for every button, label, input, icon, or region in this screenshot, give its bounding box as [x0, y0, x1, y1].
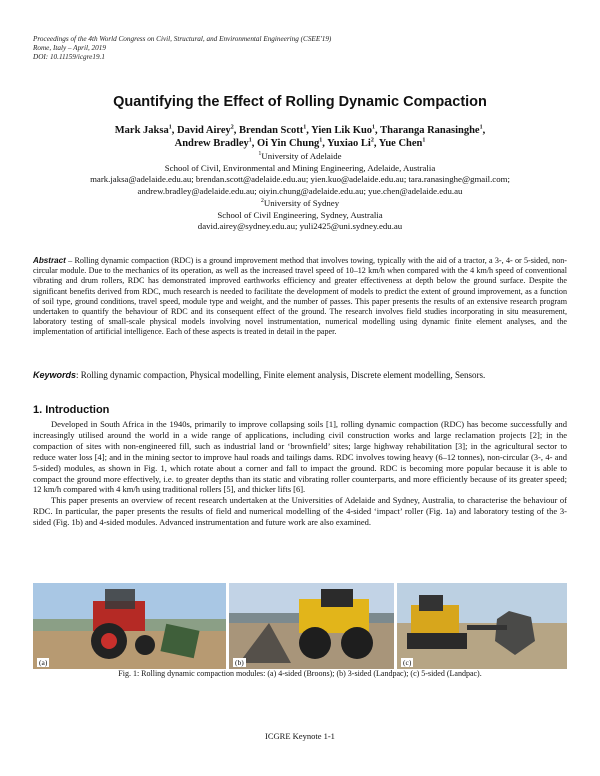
compactor-photo-3-sided — [229, 583, 394, 669]
author-list — [40, 124, 560, 150]
figure-panel-a — [33, 583, 226, 669]
authors-line-1: Mark Jaksa$^1$, David Airey$^2$, Brendan Scott$^1$, Yien Lik Kuo$^1$, Tharanga Ranasinghe$^1$, — [114, 124, 486, 136]
affiliation-emails: mark.jaksa@adelaide.edu.au; brendan.scott@adelaide.edu.au; yien.kuo@adelaide.edu.au; tara.ranasinghe@gmail.com; — [90, 174, 510, 184]
figure-panel-b — [229, 583, 394, 669]
figure-label-c: (c) — [403, 658, 412, 667]
tractor-photo — [33, 583, 226, 669]
keywords-text: : Rolling dynamic compaction, Physical modelling, Finite element analysis, Discrete element modelling, Sensors. — [76, 370, 486, 380]
figure-caption: Fig. 1: Rolling dynamic compaction modules: (a) 4-sided (Broons); (b) 3-sided (Landpac); (c) 5-sided (Landpac). — [118, 669, 482, 678]
affiliation-adelaide: $^1$University of Adelaide School of Civil, Environmental and Mining Engineering, Adelaide, Australia mark.jaksa@adelaide.edu.au; brendan.scott@adelaide.edu.au; yien.kuo@adelaide.edu.au; tara.ranasinghe@gmail.com; andrew.bradley@adelaide.edu.au; oiyin.chung@adelaide.edu.au; yue.chen@adelaide.edu.au — [30, 151, 570, 197]
abstract-label: Abstract — [33, 256, 66, 265]
affiliation-sydney: $^2$University of Sydney School of Civil Engineering, Sydney, Australia david.airey@sydney.edu.au; yuli2425@uni.sydney.edu.au — [30, 198, 570, 233]
figure-label-b: (b) — [235, 658, 244, 667]
abstract-text: – Rolling dynamic compaction (RDC) is a ground improvement method that involves towing, typically with the aid of a tractor, a 3-, 4- or 5-sided, non-circular module. Due to the mechanics of its operation, as well as the increased travel speed of 10–12 km/h when compared with the 4 km/h speed of conventional vibrating and drum rollers, RDC has demonstrated improved earthworks efficiency and greater effectiveness at depth below the ground surface. Despite the significant benefits derived from RDC, much research is needed to facilitate the development of models to predict the extent of ground improvement, as a function of soil type, ground conditions, travel speed, module type and weight, and the number of passes. This paper presents the results of an extensive research program undertaken to quantify the behaviour of RDC and its consequent effect of the ground. The research involves field studies incorporating in situ measurement, laboratory testing of small-scale physical models involving novel instrumentation, numerical modelling using dynamic finite element analyses, and the implementation of artificial intelligence. Each of these aspects is treated in detail in the paper. — [33, 256, 567, 337]
affiliation-dept: School of Civil, Environmental and Mining Engineering, Adelaide, Australia — [164, 162, 436, 173]
intro-paragraph-2: This paper presents an overview of recent research undertaken at the Universities of Adelaide and Sydney, Australia, to characterise the behaviour of RDC. In particular, the paper presents the results of field and numerical modelling of the 4-sided ‘impact’ roller (Fig. 1a) and laboratory testing of the 3-sided (Fig. 1b) and 4-sided modules. Advanced instrumentation and future work are also examined. — [33, 495, 567, 528]
page-footer: ICGRE Keynote 1-1 — [265, 731, 335, 741]
intro-paragraph-1: Developed in South Africa in the 1940s, primarily to improve collapsing soils [1], rolling dynamic compaction (RDC) has become successfully and increasingly utilised around the world in a wide range of applications, including civil construction works and large reclamation projects [2]; in the compaction of sites with non-engineered fill, such as industrial land or ‘brownfield’ sites; large highway rehabilitation [3]; in the agricultural sector to reduce water loss [4]; and in the mining sector to improve haul roads and tailings dams. RDC involves towing heavy (6–12 tonnes), non-circular (3-, 4- and 5-sided) modules, as shown in Fig. 1, which rotate about a corner and fall to impact the ground. RDC is becoming more popular because it is able to compact the ground more effectively, i.e. to greater depths than its static and vibrating roller counterparts, and more efficiently because of its greater speed; 12 km/h compared with 4 km/h using traditional rollers [5], and thicker lifts [6]. — [33, 419, 567, 495]
affiliation-emails: andrew.bradley@adelaide.edu.au; oiyin.chung@adelaide.edu.au; yue.chen@adelaide.edu.au — [137, 185, 463, 196]
paper-title: Quantifying the Effect of Rolling Dynamic Compaction — [113, 94, 487, 110]
header-line-3: DOI: 10.11159/icgre19.1 — [33, 53, 105, 61]
affiliation-dept: School of Civil Engineering, Sydney, Australia — [217, 209, 383, 220]
keywords-label: Keywords — [33, 370, 77, 380]
compactor-photo-5-sided — [397, 583, 567, 669]
proceedings-header — [33, 35, 331, 62]
affiliation-name: University of Sydney — [263, 198, 340, 208]
section-heading-introduction: 1. Introduction — [33, 404, 110, 416]
figure-panel-c — [397, 583, 567, 669]
affiliation-emails: david.airey@sydney.edu.au; yuli2425@uni.sydney.edu.au — [197, 221, 403, 231]
authors-line-2: Andrew Bradley$^1$, Oi Yin Chung$^1$, Yuxiao Li$^2$, Yue Chen$^1$ — [174, 137, 426, 149]
affiliation-name: University of Adelaide — [261, 151, 342, 161]
figure-label-a: (a) — [39, 658, 48, 667]
header-line-2: Rome, Italy – April, 2019 — [33, 44, 106, 52]
intro-body — [33, 419, 567, 528]
abstract — [33, 256, 567, 338]
header-line-1: Proceedings of the 4th World Congress on Civil, Structural, and Environmental Engineering (CSEE'19) — [33, 35, 332, 43]
keywords — [33, 370, 567, 380]
